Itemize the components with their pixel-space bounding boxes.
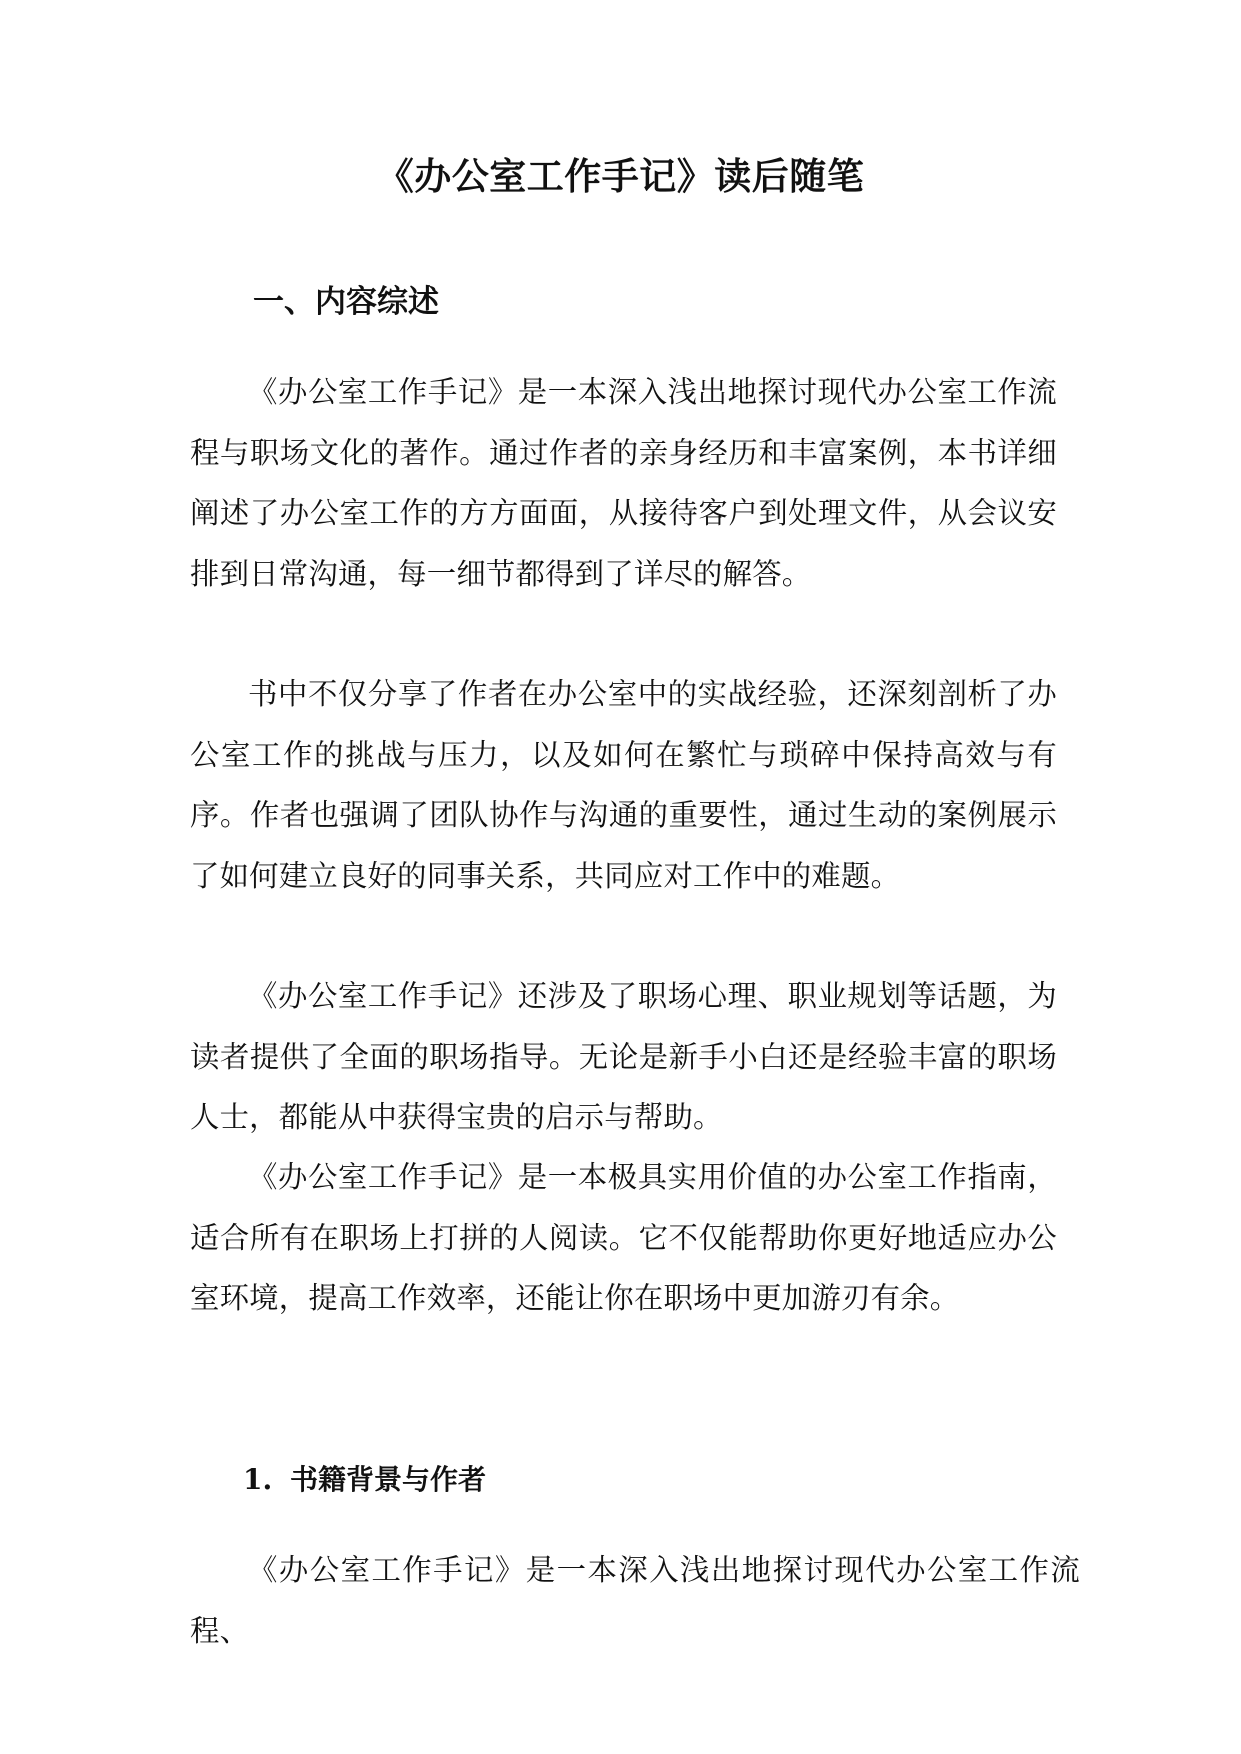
subsection-number: 1. xyxy=(243,1463,273,1496)
paragraph-2: 书中不仅分享了作者在办公室中的实战经验，还深刻剖析了办公室工作的挑战与压力，以及如何在繁忙与琐碎中保持高效与有序。作者也强调了团队协作与沟通的重要性，通过生动的案例展示了如何建立良好的同事关系，共同应对工作中的难题。 xyxy=(190,677,1057,893)
document-title: 《办公室工作手记》读后随笔 xyxy=(376,154,865,198)
paragraph-5: 《办公室工作手记》是一本深入浅出地探讨现代办公室工作流程、 xyxy=(190,1553,1080,1648)
paragraph-1: 《办公室工作手记》是一本深入浅出地探讨现代办公室工作流程与职场文化的著作。通过作者的亲身经历和丰富案例，本书详细阐述了办公室工作的方方面面，从接待客户到处理文件，从会议安排到日常沟通，每一细节都得到了详尽的解答。 xyxy=(190,375,1057,591)
subsection-heading-background-author xyxy=(243,1460,486,1500)
paragraph-4: 《办公室工作手记》是一本极具实用价值的办公室工作指南，适合所有在职场上打拼的人阅读。它不仅能帮助你更好地适应办公室环境，提高工作效率，还能让你在职场中更加游刃有余。 xyxy=(190,1160,1057,1316)
section-heading-content-summary: 一、内容综述 xyxy=(253,284,439,320)
paragraph-3: 《办公室工作手记》还涉及了职场心理、职业规划等话题，为读者提供了全面的职场指导。无论是新手小白还是经验丰富的职场人士，都能从中获得宝贵的启示与帮助。 xyxy=(190,979,1057,1135)
subsection-title: 书籍背景与作者 xyxy=(290,1463,487,1496)
